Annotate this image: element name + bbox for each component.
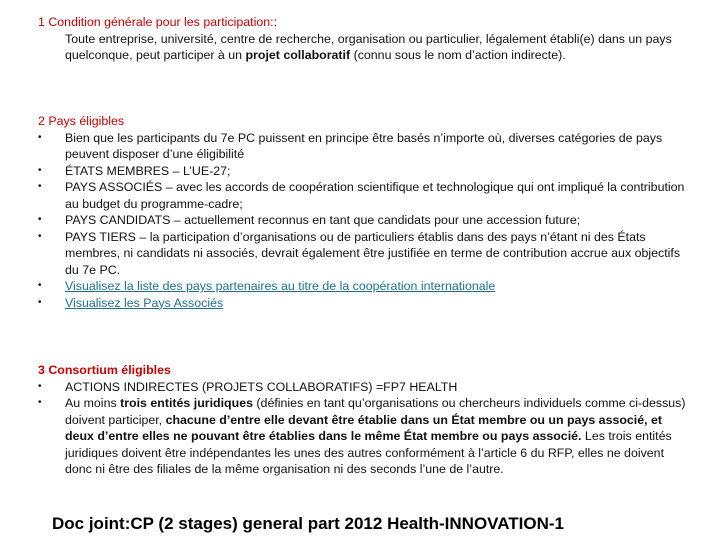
eligible-countries-list <box>38 130 688 312</box>
section-1-heading: 1 Condition générale pour les participation:: <box>38 15 278 29</box>
bullet-icon: • <box>38 280 42 291</box>
list-item <box>38 295 688 312</box>
section-2-heading: 2 Pays éligibles <box>38 114 125 128</box>
section-eligible-consortium <box>38 362 688 478</box>
list-item: • ACTIONS INDIRECTES (PROJETS COLLABORATIFS) =FP7 HEALTH <box>38 379 458 394</box>
section-3-heading: 3 Consortium éligibles <box>38 363 171 377</box>
section-1-text: Toute entreprise, université, centre de recherche, organisation ou particulier, légalement établi(e) dans un pays quelconque, peut participer à un projet collaboratif (connu sous le nom d’action indirecte). <box>65 31 672 62</box>
list-item <box>38 278 688 295</box>
list-item: • ÉTATS MEMBRES – L’UE-27; <box>38 163 231 178</box>
consortium-list <box>38 379 688 478</box>
bullet-icon: • <box>38 214 42 225</box>
bullet-icon: • <box>38 230 42 242</box>
footer-doc-reference: Doc joint:CP (2 stages) general part 2012 Health-INNOVATION-1 <box>52 514 565 533</box>
section-eligible-countries <box>38 113 688 311</box>
list-item: • PAYS ASSOCIÉS – avec les accords de coopération scientifique et technologique qui ont impliqué la contribution au budget du programme-cadre; <box>38 180 685 211</box>
bullet-icon: • <box>38 397 42 408</box>
international-partners-link[interactable]: Visualisez la liste des pays partenaires au titre de la coopération internationale <box>65 279 496 293</box>
section-general-conditions <box>38 14 688 64</box>
bullet-icon: • <box>38 380 42 392</box>
list-item: • PAYS TIERS – la participation d’organisations ou de particuliers établis dans des pays n’étant ni des États membres, ni candidats ni associés, devrait également être justifiée en terme de contribution accrue aux objectifs du 7e PC. <box>38 229 681 277</box>
list-item: • PAYS CANDIDATS – actuellement reconnus en tant que candidats pour une accession future; <box>38 213 581 227</box>
associated-countries-link[interactable]: Visualisez les Pays Associés <box>65 295 224 310</box>
bullet-icon: • <box>38 181 42 192</box>
list-item: • Bien que les participants du 7e PC puissent en principe être basés n’importe où, diverses catégories de pays peuvent disposer d’une éligibilité <box>38 130 663 161</box>
bullet-icon: • <box>38 164 42 176</box>
list-item: • Au moins trois entités juridiques (définies en tant qu’organisations ou chercheurs individuels comme ci-dessus) doivent participer, chacune d’entre elle devant être établie dans un État membre ou un pays associé, et deux d’entre elles ne pouvant être établies dans le même État membre ou pays associé. Les trois entités juridiques doivent être indépendantes les unes des autres conformément à l’article 6 du RFP, elles ne doivent donc ni être des filiales de la même organisation ni des seconds l’une de l’autre. <box>38 396 686 476</box>
bullet-icon: • <box>38 131 42 143</box>
bullet-icon: • <box>38 296 42 308</box>
